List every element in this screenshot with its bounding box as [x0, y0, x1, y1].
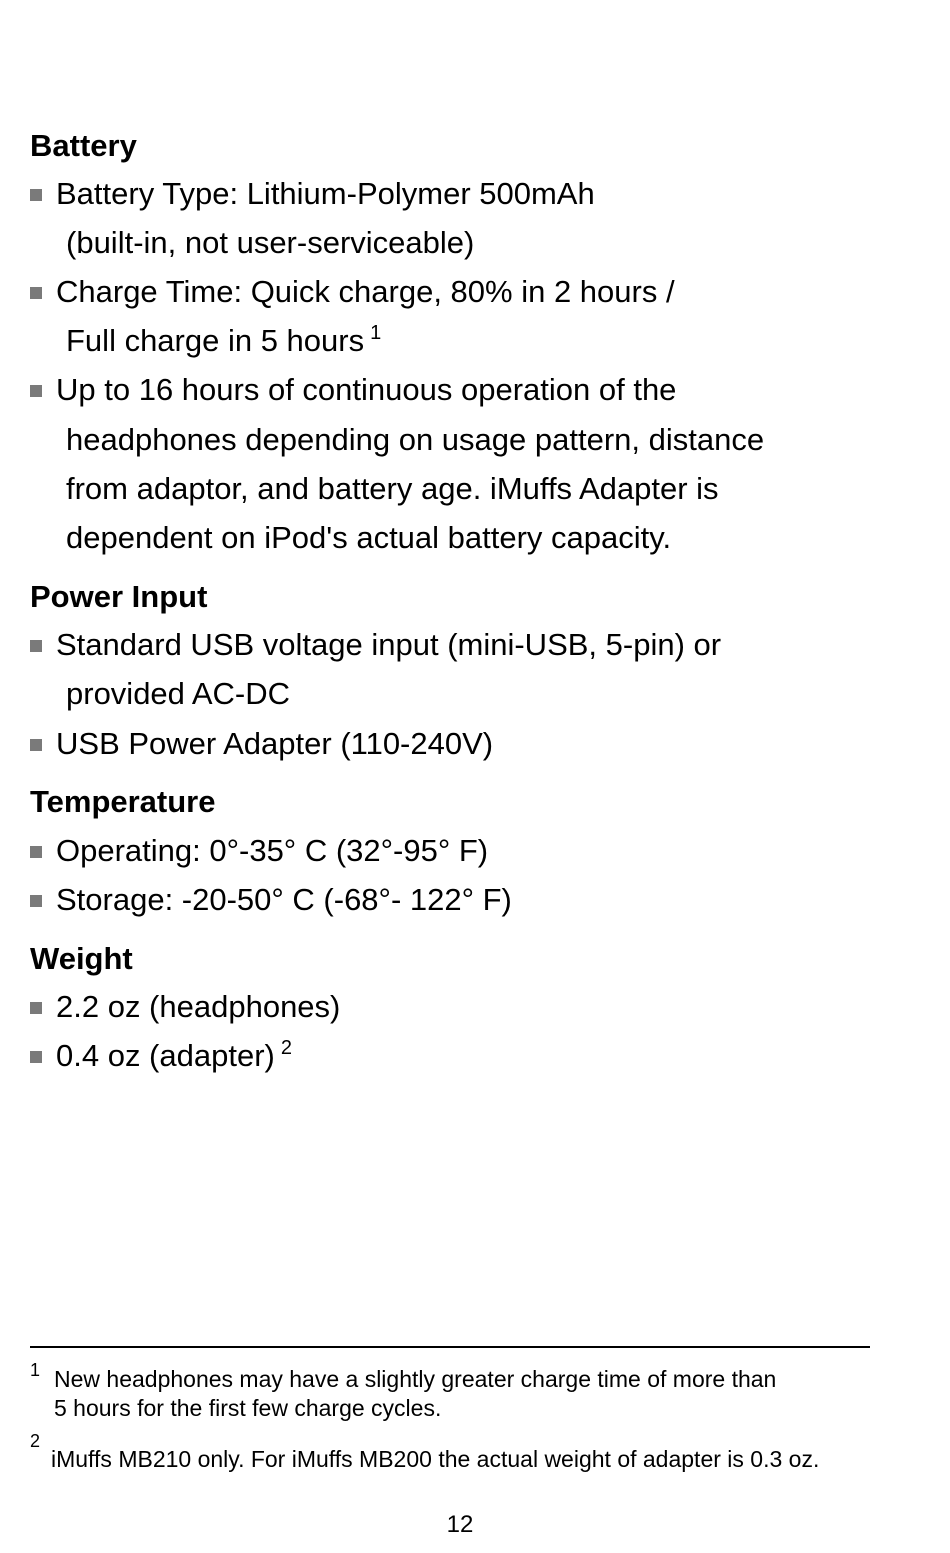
bullet-icon	[30, 385, 42, 397]
section-title-battery: Battery	[30, 128, 137, 163]
spec-line: USB Power Adapter (110-240V)	[56, 726, 494, 761]
page-number: 12	[446, 1511, 474, 1538]
footnote-marker: 1	[370, 322, 382, 344]
spec-line-with-footnote	[66, 321, 381, 361]
spec-line-text: 0.4 oz (adapter)	[56, 1038, 275, 1073]
footnote-text: iMuffs MB210 only. For iMuffs MB200 the actual weight of adapter is 0.3 oz.	[51, 1446, 820, 1472]
footnote-marker: 2	[280, 1037, 292, 1059]
bullet-icon	[30, 189, 42, 201]
spec-line: 2.2 oz (headphones)	[56, 989, 341, 1024]
bullet-icon	[30, 739, 42, 751]
section-title-weight: Weight	[30, 941, 133, 976]
spec-line: Standard USB voltage input (mini-USB, 5-pin) or	[56, 627, 722, 662]
bullet-icon	[30, 1051, 42, 1063]
spec-line-text: Full charge in 5 hours	[66, 323, 365, 358]
bullet-icon	[30, 1002, 42, 1014]
spec-line: Storage: -20-50° C (-68°- 122° F)	[56, 882, 512, 917]
bullet-icon	[30, 846, 42, 858]
footnote-number: 1	[30, 1360, 41, 1380]
spec-line: provided AC-DC	[66, 676, 290, 711]
spec-line: dependent on iPod's actual battery capacity.	[66, 520, 672, 555]
bullet-icon	[30, 287, 42, 299]
bullet-icon	[30, 640, 42, 652]
footnote-text: New headphones may have a slightly greater charge time of more than	[54, 1366, 777, 1392]
spec-line: headphones depending on usage pattern, distance	[66, 422, 765, 457]
footnote-divider	[30, 1346, 870, 1348]
spec-line: Up to 16 hours of continuous operation of the	[56, 372, 677, 407]
footnote-text: 5 hours for the first few charge cycles.	[54, 1395, 442, 1421]
spec-line: Battery Type: Lithium-Polymer 500mAh	[56, 176, 595, 211]
footnote-number: 2	[30, 1431, 41, 1451]
spec-line: (built-in, not user-serviceable)	[66, 225, 475, 260]
section-title-temperature: Temperature	[30, 784, 216, 819]
spec-line-with-footnote	[56, 1036, 292, 1076]
bullet-icon	[30, 895, 42, 907]
section-title-power-input: Power Input	[30, 579, 208, 614]
spec-line: from adaptor, and battery age. iMuffs Adapter is	[66, 471, 719, 506]
spec-line: Operating: 0°-35° C (32°-95° F)	[56, 833, 489, 868]
spec-line: Charge Time: Quick charge, 80% in 2 hours /	[56, 274, 675, 309]
